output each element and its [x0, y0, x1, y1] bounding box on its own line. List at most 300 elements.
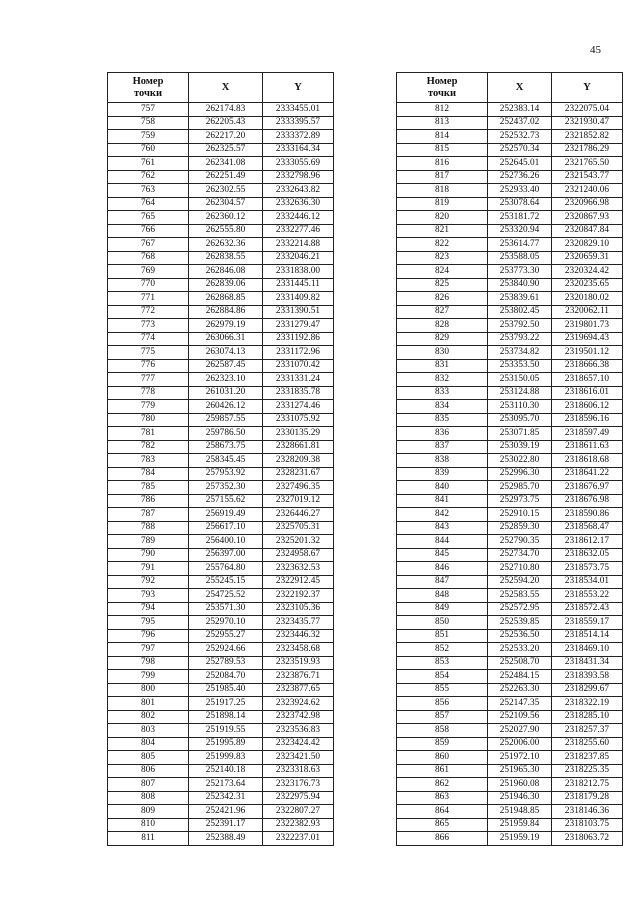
- cell-point-number: 808: [108, 791, 189, 805]
- cell-y: 2319801.73: [552, 319, 623, 333]
- header-line: Номер: [426, 75, 458, 87]
- table-row: [108, 265, 334, 279]
- cell-x: 256400.10: [189, 535, 263, 549]
- cell-y: 2321240.06: [552, 184, 623, 198]
- cell-point-number: 788: [108, 521, 189, 535]
- cell-x: 262174.83: [189, 103, 263, 117]
- cell-point-number: 785: [108, 481, 189, 495]
- cell-point-number: 812: [397, 103, 488, 117]
- cell-y: 2321765.50: [552, 157, 623, 171]
- cell-point-number: 811: [108, 832, 189, 846]
- cell-point-number: 846: [397, 562, 488, 576]
- table-row: [397, 710, 623, 724]
- cell-point-number: 800: [108, 683, 189, 697]
- cell-y: 2321786.29: [552, 143, 623, 157]
- cell-x: 252572.95: [488, 602, 552, 616]
- table-row: [108, 656, 334, 670]
- cell-y: 2321543.77: [552, 170, 623, 184]
- cell-x: 253614.77: [488, 238, 552, 252]
- cell-x: 252594.20: [488, 575, 552, 589]
- cell-x: 253320.94: [488, 224, 552, 238]
- cell-x: 253078.64: [488, 197, 552, 211]
- cell-x: 253124.88: [488, 386, 552, 400]
- cell-point-number: 857: [397, 710, 488, 724]
- cell-point-number: 862: [397, 778, 488, 792]
- cell-x: 252484.15: [488, 670, 552, 684]
- cell-x: 251919.55: [189, 724, 263, 738]
- table-row: [397, 751, 623, 765]
- table-row: [108, 751, 334, 765]
- cell-x: 252383.14: [488, 103, 552, 117]
- table-row: [397, 292, 623, 306]
- cell-y: 2321930.47: [552, 116, 623, 130]
- cell-y: 2333395.57: [263, 116, 334, 130]
- cell-y: 2323877.65: [263, 683, 334, 697]
- table-row: [108, 224, 334, 238]
- cell-y: 2318657.10: [552, 373, 623, 387]
- cell-point-number: 776: [108, 359, 189, 373]
- table-row: [397, 656, 623, 670]
- cell-point-number: 828: [397, 319, 488, 333]
- cell-x: 253839.61: [488, 292, 552, 306]
- cell-x: 251898.14: [189, 710, 263, 724]
- cell-y: 2318606.12: [552, 400, 623, 414]
- table-row: [397, 116, 623, 130]
- cell-point-number: 775: [108, 346, 189, 360]
- cell-x: 262251.49: [189, 170, 263, 184]
- cell-point-number: 855: [397, 683, 488, 697]
- column-header-y: Y: [263, 73, 334, 103]
- table-row: [397, 319, 623, 333]
- cell-point-number: 838: [397, 454, 488, 468]
- cell-y: 2318568.47: [552, 521, 623, 535]
- cell-point-number: 765: [108, 211, 189, 225]
- table-row: [108, 103, 334, 117]
- cell-x: 253840.90: [488, 278, 552, 292]
- cell-point-number: 797: [108, 643, 189, 657]
- table-row: [108, 305, 334, 319]
- cell-y: 2318255.60: [552, 737, 623, 751]
- cell-point-number: 804: [108, 737, 189, 751]
- cell-y: 2318257.37: [552, 724, 623, 738]
- cell-point-number: 780: [108, 413, 189, 427]
- cell-y: 2327019.12: [263, 494, 334, 508]
- cell-x: 262838.55: [189, 251, 263, 265]
- cell-y: 2318225.35: [552, 764, 623, 778]
- cell-x: 262555.80: [189, 224, 263, 238]
- cell-point-number: 771: [108, 292, 189, 306]
- cell-point-number: 821: [397, 224, 488, 238]
- cell-y: 2323519.93: [263, 656, 334, 670]
- cell-point-number: 807: [108, 778, 189, 792]
- column-header-point-number: [108, 73, 189, 103]
- cell-point-number: 805: [108, 751, 189, 765]
- table-row: [397, 265, 623, 279]
- table-row: [108, 332, 334, 346]
- table-row: [108, 440, 334, 454]
- cell-x: 252006.00: [488, 737, 552, 751]
- cell-y: 2323105.36: [263, 602, 334, 616]
- cell-y: 2333164.34: [263, 143, 334, 157]
- table-row: [108, 548, 334, 562]
- cell-x: 252570.34: [488, 143, 552, 157]
- cell-y: 2330135.29: [263, 427, 334, 441]
- cell-x: 251946.30: [488, 791, 552, 805]
- cell-y: 2320829.10: [552, 238, 623, 252]
- cell-y: 2331192.86: [263, 332, 334, 346]
- cell-x: 252933.40: [488, 184, 552, 198]
- table-row: [397, 103, 623, 117]
- table-row: [108, 157, 334, 171]
- cell-x: 252437.02: [488, 116, 552, 130]
- cell-point-number: 777: [108, 373, 189, 387]
- table-row: [397, 548, 623, 562]
- cell-point-number: 847: [397, 575, 488, 589]
- cell-x: 257352.30: [189, 481, 263, 495]
- cell-x: 253793.22: [488, 332, 552, 346]
- cell-x: 252789.53: [189, 656, 263, 670]
- cell-y: 2323435.77: [263, 616, 334, 630]
- cell-point-number: 798: [108, 656, 189, 670]
- table-row: [397, 602, 623, 616]
- cell-x: 253571.30: [189, 602, 263, 616]
- table-header-row: [397, 73, 623, 103]
- cell-y: 2318676.98: [552, 494, 623, 508]
- table-row: [397, 535, 623, 549]
- table-row: [108, 130, 334, 144]
- cell-point-number: 767: [108, 238, 189, 252]
- cell-point-number: 844: [397, 535, 488, 549]
- cell-y: 2331838.00: [263, 265, 334, 279]
- cell-y: 2328209.38: [263, 454, 334, 468]
- cell-x: 258673.75: [189, 440, 263, 454]
- cell-point-number: 831: [397, 359, 488, 373]
- cell-point-number: 836: [397, 427, 488, 441]
- cell-point-number: 834: [397, 400, 488, 414]
- cell-y: 2318676.97: [552, 481, 623, 495]
- cell-y: 2333455.01: [263, 103, 334, 117]
- cell-point-number: 860: [397, 751, 488, 765]
- cell-y: 2318641.22: [552, 467, 623, 481]
- column-header-x: X: [189, 73, 263, 103]
- table-row: [108, 724, 334, 738]
- cell-x: 252084.70: [189, 670, 263, 684]
- table-row: [108, 211, 334, 225]
- cell-point-number: 801: [108, 697, 189, 711]
- table-row: [397, 413, 623, 427]
- cell-point-number: 772: [108, 305, 189, 319]
- cell-x: 255764.80: [189, 562, 263, 576]
- cell-y: 2320847.84: [552, 224, 623, 238]
- cell-point-number: 813: [397, 116, 488, 130]
- cell-point-number: 769: [108, 265, 189, 279]
- cell-y: 2323876.71: [263, 670, 334, 684]
- cell-point-number: 764: [108, 197, 189, 211]
- cell-point-number: 833: [397, 386, 488, 400]
- cell-point-number: 814: [397, 130, 488, 144]
- coordinates-table-left: [107, 72, 334, 846]
- cell-point-number: 842: [397, 508, 488, 522]
- cell-x: 252645.01: [488, 157, 552, 171]
- table-row: [397, 400, 623, 414]
- cell-x: 263066.31: [189, 332, 263, 346]
- cell-x: 259786.50: [189, 427, 263, 441]
- cell-point-number: 784: [108, 467, 189, 481]
- cell-y: 2318431.34: [552, 656, 623, 670]
- table-row: [397, 224, 623, 238]
- cell-y: 2323421.50: [263, 751, 334, 765]
- cell-x: 262217.20: [189, 130, 263, 144]
- cell-x: 262979.19: [189, 319, 263, 333]
- cell-point-number: 859: [397, 737, 488, 751]
- cell-y: 2332446.12: [263, 211, 334, 225]
- table-row: [108, 710, 334, 724]
- cell-point-number: 858: [397, 724, 488, 738]
- table-body: [108, 103, 334, 846]
- table-row: [397, 359, 623, 373]
- cell-y: 2322382.93: [263, 818, 334, 832]
- table-row: [108, 670, 334, 684]
- cell-x: 253181.72: [488, 211, 552, 225]
- cell-y: 2318590.86: [552, 508, 623, 522]
- cell-point-number: 758: [108, 116, 189, 130]
- cell-x: 262302.55: [189, 184, 263, 198]
- table-row: [108, 386, 334, 400]
- cell-point-number: 832: [397, 373, 488, 387]
- cell-point-number: 790: [108, 548, 189, 562]
- cell-x: 252532.73: [488, 130, 552, 144]
- table-row: [397, 737, 623, 751]
- cell-point-number: 791: [108, 562, 189, 576]
- table-row: [108, 805, 334, 819]
- cell-x: 263074.13: [189, 346, 263, 360]
- table-row: [397, 562, 623, 576]
- cell-point-number: 783: [108, 454, 189, 468]
- cell-y: 2332046.21: [263, 251, 334, 265]
- cell-y: 2319501.12: [552, 346, 623, 360]
- cell-y: 2331445.11: [263, 278, 334, 292]
- table-row: [397, 454, 623, 468]
- cell-point-number: 770: [108, 278, 189, 292]
- cell-point-number: 826: [397, 292, 488, 306]
- table-row: [397, 157, 623, 171]
- cell-y: 2318534.01: [552, 575, 623, 589]
- cell-x: 251917.25: [189, 697, 263, 711]
- table-row: [397, 373, 623, 387]
- cell-x: 252970.10: [189, 616, 263, 630]
- cell-y: 2318212.75: [552, 778, 623, 792]
- cell-x: 260426.12: [189, 400, 263, 414]
- header-line: точки: [427, 87, 457, 99]
- table-row: [397, 818, 623, 832]
- cell-point-number: 837: [397, 440, 488, 454]
- cell-x: 252710.80: [488, 562, 552, 576]
- cell-point-number: 866: [397, 832, 488, 846]
- cell-point-number: 823: [397, 251, 488, 265]
- table-row: [108, 494, 334, 508]
- cell-point-number: 781: [108, 427, 189, 441]
- table-row: [108, 643, 334, 657]
- cell-point-number: 778: [108, 386, 189, 400]
- table-row: [397, 697, 623, 711]
- table-row: [108, 683, 334, 697]
- cell-point-number: 840: [397, 481, 488, 495]
- table-row: [108, 427, 334, 441]
- cell-x: 251948.85: [488, 805, 552, 819]
- table-row: [397, 467, 623, 481]
- cell-x: 262846.08: [189, 265, 263, 279]
- table-row: [108, 481, 334, 495]
- cell-x: 252583.55: [488, 589, 552, 603]
- page-number: 45: [590, 44, 601, 56]
- cell-y: 2323424.42: [263, 737, 334, 751]
- cell-y: 2328661.81: [263, 440, 334, 454]
- table-row: [108, 238, 334, 252]
- cell-x: 251965.30: [488, 764, 552, 778]
- cell-x: 253734.82: [488, 346, 552, 360]
- table-row: [108, 737, 334, 751]
- table-row: [108, 778, 334, 792]
- cell-x: 253071.85: [488, 427, 552, 441]
- cell-point-number: 818: [397, 184, 488, 198]
- table-row: [108, 818, 334, 832]
- cell-point-number: 809: [108, 805, 189, 819]
- cell-point-number: 822: [397, 238, 488, 252]
- cell-point-number: 792: [108, 575, 189, 589]
- table-row: [108, 589, 334, 603]
- cell-point-number: 768: [108, 251, 189, 265]
- cell-y: 2320659.31: [552, 251, 623, 265]
- cell-point-number: 787: [108, 508, 189, 522]
- cell-y: 2318514.14: [552, 629, 623, 643]
- table-row: [108, 373, 334, 387]
- cell-x: 252973.75: [488, 494, 552, 508]
- cell-x: 253022.80: [488, 454, 552, 468]
- table-row: [397, 670, 623, 684]
- cell-y: 2318179.28: [552, 791, 623, 805]
- cell-y: 2332277.46: [263, 224, 334, 238]
- cell-y: 2318573.75: [552, 562, 623, 576]
- cell-x: 262323.10: [189, 373, 263, 387]
- table-row: [108, 400, 334, 414]
- cell-y: 2332214.88: [263, 238, 334, 252]
- cell-x: 262868.85: [189, 292, 263, 306]
- cell-y: 2322807.27: [263, 805, 334, 819]
- cell-point-number: 806: [108, 764, 189, 778]
- cell-y: 2318616.01: [552, 386, 623, 400]
- cell-x: 262587.45: [189, 359, 263, 373]
- cell-y: 2323742.98: [263, 710, 334, 724]
- cell-point-number: 861: [397, 764, 488, 778]
- table-row: [397, 724, 623, 738]
- cell-point-number: 839: [397, 467, 488, 481]
- cell-y: 2326446.27: [263, 508, 334, 522]
- table-row: [397, 616, 623, 630]
- cell-y: 2333372.89: [263, 130, 334, 144]
- table-row: [108, 292, 334, 306]
- cell-point-number: 849: [397, 602, 488, 616]
- cell-x: 252173.64: [189, 778, 263, 792]
- cell-x: 251959.84: [488, 818, 552, 832]
- cell-y: 2331274.46: [263, 400, 334, 414]
- cell-x: 262839.06: [189, 278, 263, 292]
- cell-point-number: 763: [108, 184, 189, 198]
- table-row: [397, 778, 623, 792]
- cell-x: 252734.70: [488, 548, 552, 562]
- cell-point-number: 766: [108, 224, 189, 238]
- table-row: [108, 535, 334, 549]
- table-row: [108, 616, 334, 630]
- cell-y: 2318237.85: [552, 751, 623, 765]
- cell-x: 262325.57: [189, 143, 263, 157]
- cell-y: 2331075.92: [263, 413, 334, 427]
- cell-x: 253110.30: [488, 400, 552, 414]
- cell-y: 2322237.01: [263, 832, 334, 846]
- cell-x: 262304.57: [189, 197, 263, 211]
- cell-x: 257953.92: [189, 467, 263, 481]
- cell-y: 2322912.45: [263, 575, 334, 589]
- table-row: [108, 278, 334, 292]
- cell-point-number: 852: [397, 643, 488, 657]
- cell-point-number: 786: [108, 494, 189, 508]
- table-row: [397, 211, 623, 225]
- table-row: [108, 116, 334, 130]
- table-row: [108, 319, 334, 333]
- cell-y: 2323536.83: [263, 724, 334, 738]
- cell-x: 256919.49: [189, 508, 263, 522]
- cell-x: 253802.45: [488, 305, 552, 319]
- cell-point-number: 841: [397, 494, 488, 508]
- cell-point-number: 759: [108, 130, 189, 144]
- table-row: [397, 251, 623, 265]
- cell-y: 2318618.68: [552, 454, 623, 468]
- table-body: [397, 103, 623, 846]
- table-row: [397, 305, 623, 319]
- cell-y: 2331390.51: [263, 305, 334, 319]
- cell-y: 2318553.22: [552, 589, 623, 603]
- table-header-row: [108, 73, 334, 103]
- cell-y: 2332636.30: [263, 197, 334, 211]
- cell-x: 254725.52: [189, 589, 263, 603]
- cell-y: 2318612.17: [552, 535, 623, 549]
- cell-x: 262884.86: [189, 305, 263, 319]
- cell-y: 2322075.04: [552, 103, 623, 117]
- cell-y: 2327496.35: [263, 481, 334, 495]
- cell-x: 252955.27: [189, 629, 263, 643]
- cell-y: 2331409.82: [263, 292, 334, 306]
- table-row: [397, 643, 623, 657]
- cell-x: 256397.00: [189, 548, 263, 562]
- cell-point-number: 824: [397, 265, 488, 279]
- cell-point-number: 856: [397, 697, 488, 711]
- table-row: [397, 184, 623, 198]
- cell-y: 2323176.73: [263, 778, 334, 792]
- cell-y: 2332798.96: [263, 170, 334, 184]
- cell-point-number: 796: [108, 629, 189, 643]
- column-header-y: Y: [552, 73, 623, 103]
- cell-point-number: 845: [397, 548, 488, 562]
- table-row: [397, 805, 623, 819]
- cell-x: 252736.26: [488, 170, 552, 184]
- cell-x: 256617.10: [189, 521, 263, 535]
- table-row: [108, 791, 334, 805]
- cell-y: 2318469.10: [552, 643, 623, 657]
- cell-x: 252508.70: [488, 656, 552, 670]
- table-row: [108, 170, 334, 184]
- cell-y: 2318285.10: [552, 710, 623, 724]
- cell-x: 251999.83: [189, 751, 263, 765]
- cell-point-number: 782: [108, 440, 189, 454]
